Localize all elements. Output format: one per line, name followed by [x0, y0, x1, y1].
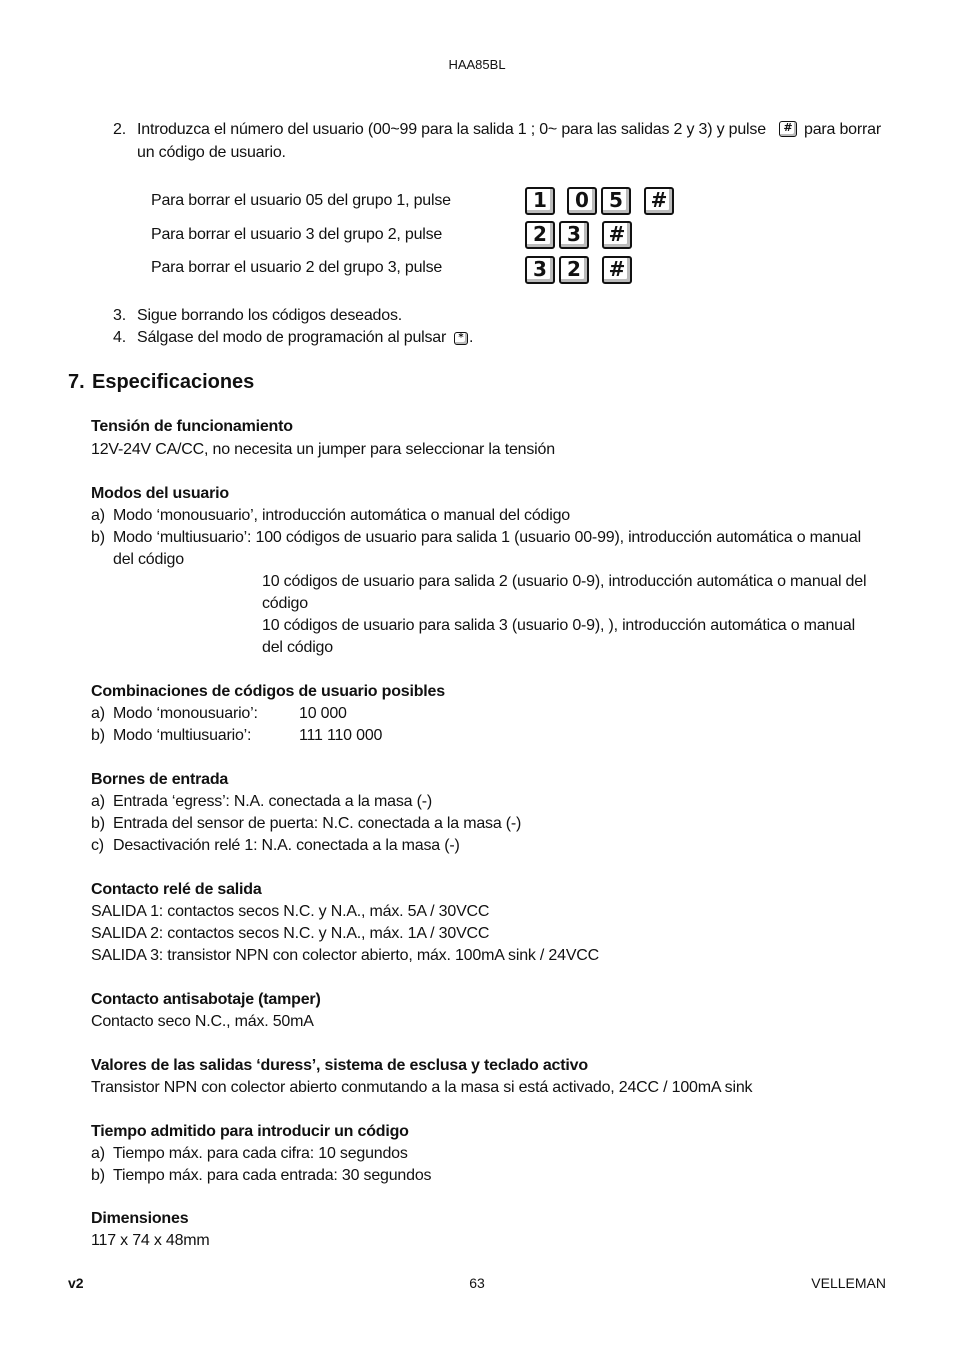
list-continuation: del código	[113, 551, 184, 568]
list-text: Entrada ‘egress’: N.A. conectada a la masa (-)	[113, 793, 432, 810]
spec-title-rele: Contacto relé de salida	[91, 881, 262, 898]
key-3-icon: 3	[559, 221, 589, 249]
list-value: 111 110 000	[299, 727, 383, 744]
list-label: a)	[91, 705, 105, 722]
list-item	[91, 505, 570, 527]
spec-title-tiempo: Tiempo admitido para introducir un código	[91, 1123, 409, 1140]
list-text: Modo ‘monousuario’, introducción automática o manual del código	[113, 507, 571, 524]
list-text: Modo ‘multiusuario’:	[113, 727, 252, 744]
key-hash-icon: #	[644, 187, 674, 215]
step-number: 4.	[113, 329, 126, 346]
footer-page-number: 63	[469, 1275, 485, 1291]
spec-text-duress: Transistor NPN con colector abierto conmutando a la masa si está activado, 24CC / 100mA sink	[91, 1079, 753, 1096]
list-text: Tiempo máx. para cada cifra: 10 segundos	[113, 1145, 408, 1162]
example-3-text: Para borrar el usuario 2 del grupo 3, pulse	[151, 259, 443, 276]
footer-brand: VELLEMAN	[811, 1275, 886, 1291]
list-continuation: del código	[262, 639, 333, 656]
list-item	[91, 813, 521, 835]
list-continuation: 10 códigos de usuario para salida 2 (usuario 0-9), introducción automática o manual del	[262, 573, 867, 590]
header-model: HAA85BL	[448, 57, 506, 72]
list-continuation: 10 códigos de usuario para salida 3 (usuario 0-9), ), introducción automática o manual	[262, 617, 855, 634]
step-2-line2: un código de usuario.	[137, 144, 286, 161]
step-2-line1	[113, 119, 766, 141]
key-2-icon: 2	[525, 221, 555, 249]
list-label: b)	[91, 727, 105, 744]
step-4	[113, 327, 446, 349]
list-item	[91, 703, 258, 725]
key-hash-icon: #	[602, 256, 632, 284]
list-label: b)	[91, 815, 105, 832]
spec-title-tamper: Contacto antisabotaje (tamper)	[91, 991, 321, 1008]
spec-text-tamper: Contacto seco N.C., máx. 50mA	[91, 1013, 314, 1030]
step-number: 3.	[113, 307, 126, 324]
hash-key-icon: #	[779, 121, 797, 137]
section-heading	[68, 371, 254, 394]
section-number: 7.	[68, 371, 85, 393]
star-key-icon: *	[454, 332, 468, 345]
spec-title-modos: Modos del usuario	[91, 485, 229, 502]
step-text: Sálgase del modo de programación al pulsar	[137, 329, 447, 346]
section-title: Especificaciones	[92, 371, 255, 393]
spec-text-dimensiones: 117 x 74 x 48mm	[91, 1232, 210, 1249]
list-item	[91, 1143, 408, 1165]
key-hash-icon: #	[602, 221, 632, 249]
spec-text-tension: 12V-24V CA/CC, no necesita un jumper para seleccionar la tensión	[91, 441, 555, 458]
list-item	[91, 527, 861, 549]
step-4-end: .	[469, 329, 474, 346]
step-text: Sigue borrando los códigos deseados.	[137, 307, 402, 324]
list-item	[91, 725, 251, 747]
spec-line: SALIDA 2: contactos secos N.C. y N.A., máx. 1A / 30VCC	[91, 925, 490, 942]
list-label: a)	[91, 1145, 105, 1162]
spec-title-dimensiones: Dimensiones	[91, 1210, 189, 1227]
example-2-text: Para borrar el usuario 3 del grupo 2, pulse	[151, 226, 443, 243]
list-item	[91, 791, 432, 813]
spec-title-combinaciones: Combinaciones de códigos de usuario posibles	[91, 683, 445, 700]
spec-title-duress: Valores de las salidas ‘duress’, sistema de esclusa y teclado activo	[91, 1057, 588, 1074]
spec-line: SALIDA 1: contactos secos N.C. y N.A., máx. 5A / 30VCC	[91, 903, 490, 920]
list-label: c)	[91, 837, 104, 854]
step-text: Introduzca el número del usuario (00~99 para la salida 1 ; 0~ para las salidas 2 y 3) y pulse	[137, 121, 766, 138]
list-continuation: código	[262, 595, 308, 612]
list-text: Desactivación relé 1: N.A. conectada a la masa (-)	[113, 837, 460, 854]
list-label: b)	[91, 529, 105, 546]
example-1-text: Para borrar el usuario 05 del grupo 1, pulse	[151, 192, 451, 209]
step-3	[113, 305, 402, 327]
spec-title-tension: Tensión de funcionamiento	[91, 418, 293, 435]
key-0-icon: 0	[567, 187, 597, 215]
list-text: Tiempo máx. para cada entrada: 30 segundos	[113, 1167, 432, 1184]
key-3-icon: 3	[525, 256, 555, 284]
spec-title-bornes: Bornes de entrada	[91, 771, 229, 788]
list-value: 10 000	[299, 705, 347, 722]
key-1-icon: 1	[525, 187, 555, 215]
list-text: Modo ‘monousuario’:	[113, 705, 258, 722]
list-text: Modo ‘multiusuario’: 100 códigos de usuario para salida 1 (usuario 00-99), introducción automática o manual	[113, 529, 861, 546]
footer-version: v2	[68, 1275, 84, 1291]
list-text: Entrada del sensor de puerta: N.C. conectada a la masa (-)	[113, 815, 522, 832]
list-label: a)	[91, 507, 105, 524]
list-label: b)	[91, 1167, 105, 1184]
step-2-line1-end: para borrar	[804, 121, 881, 138]
key-5-icon: 5	[601, 187, 631, 215]
list-item	[91, 1165, 431, 1187]
list-label: a)	[91, 793, 105, 810]
spec-line: SALIDA 3: transistor NPN con colector abierto, máx. 100mA sink / 24VCC	[91, 947, 600, 964]
list-item	[91, 835, 460, 857]
key-2-icon: 2	[559, 256, 589, 284]
step-number: 2.	[113, 121, 126, 138]
